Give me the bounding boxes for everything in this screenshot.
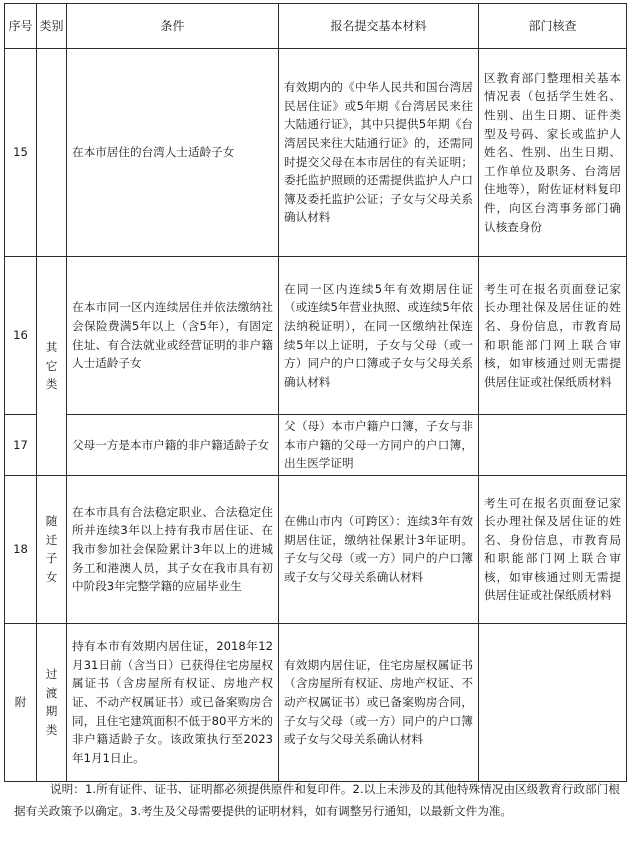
table-row-15: [5, 49, 627, 257]
header-condition: 条件: [67, 4, 279, 49]
row-type-empty: [37, 49, 67, 257]
table-row-18: [5, 475, 627, 623]
review-cell: 考生可在报名页面登记家长办理社保及居住证的姓名、身份信息，市教育局和职能部门网上联合审核，如审核通过则无需提供居住证或社保纸质材料: [479, 475, 627, 623]
header-type: 类别: [37, 4, 67, 49]
review-cell: 考生可在报名页面登记家长办理社保及居住证的姓名、身份信息，市教育局和职能部门网上联合审核，如审核通过则无需提供居住证或社保纸质材料: [479, 257, 627, 415]
header-review: 部门核查: [479, 4, 627, 49]
row-type: 过渡期类: [37, 623, 67, 781]
header-no: 序号: [5, 4, 37, 49]
condition-cell: 持有本市有效期内居住证，2018年12月31日前（含当日）已获得住宅房屋权属证书（含房屋所有权证、房地产权证、不动产权属证书）或已备案购房合同，且住宅建筑面积不低于80平方米的非户籍适龄子女。该政策执行至2023年1月1日止。: [67, 623, 279, 781]
row-number: 15: [5, 49, 37, 257]
footnote: 说明：1.所有证件、证书、证明都必须提供原件和复印件。2.以上未涉及的其他特殊情况由区级教育行政部门根据有关政策予以确定。3.考生及父母需要提供的证明材料，如有调整另行通知，以最新文件为准。: [14, 782, 620, 818]
header-materials: 报名提交基本材料: [279, 4, 479, 49]
materials-cell: 在佛山市内（可跨区）：连续3年有效期居住证，缴纳社保累计3年证明。子女与父母（或一方）同户的户口簿或子女与父母关系确认材料: [279, 475, 479, 623]
materials-cell: 有效期内居住证，住宅房屋权属证书（含房屋所有权证、房地产权证、不动产权属证书）或已备案购房合同，子女与父母（或一方）同户的户口簿或子女与父母关系确认材料: [279, 623, 479, 781]
table-row-17: [5, 415, 627, 476]
condition-cell: 在本市具有合法稳定职业、合法稳定住所并连续3年以上持有我市居住证、在我市参加社会保险累计3年以上的进城务工和港澳人员，其子女在我市具有初中阶段3年完整学籍的应届毕业生: [67, 475, 279, 623]
row-type: 其它类: [37, 257, 67, 476]
row-number: 18: [5, 475, 37, 623]
condition-cell: 在本市居住的台湾人士适龄子女: [67, 49, 279, 257]
review-cell: [479, 415, 627, 476]
table-row-appendix: [5, 623, 627, 781]
condition-cell: 父母一方是本市户籍的非户籍适龄子女: [67, 415, 279, 476]
review-cell: [479, 623, 627, 781]
table-row-16: [5, 257, 627, 415]
row-number: 16: [5, 257, 37, 415]
row-number: 17: [5, 415, 37, 476]
review-cell: 区教育部门整理相关基本情况表（包括学生姓名、性别、出生日期、证件类型及号码、家长或监护人姓名、性别、出生日期、工作单位及职务、台湾居住地等），附佐证材料复印件，向区台湾事务部门确认核查身份: [479, 49, 627, 257]
row-number: 附: [5, 623, 37, 781]
materials-cell: 有效期内的《中华人民共和国台湾居民居住证》或5年期《台湾居民来往大陆通行证》，其中只提供5年期《台湾居民来往大陆通行证》的，还需同时提交父母在本市居住的有关证明；委托监护照顾的还需提供监护人户口簿及委托监护公证；子女与父母关系确认材料: [279, 49, 479, 257]
materials-cell: 在同一区内连续5年有效期居住证（或连续5年营业执照、或连续5年依法纳税证明），在同一区缴纳社保连续5年以上证明，子女与父母（或一方）同户的户口簿或子女与父母关系确认材料: [279, 257, 479, 415]
condition-cell: 在本市同一区内连续居住并依法缴纳社会保险费满5年以上（含5年），有固定住址、有合法就业或经营证明的非户籍人士适龄子女: [67, 257, 279, 415]
table-header-row: [5, 4, 627, 49]
materials-cell: 父（母）本市户籍户口簿，子女与非本市户籍的父母一方同户的户口簿，出生医学证明: [279, 415, 479, 476]
policy-table: [4, 3, 627, 782]
row-type: 随迁子女: [37, 475, 67, 623]
